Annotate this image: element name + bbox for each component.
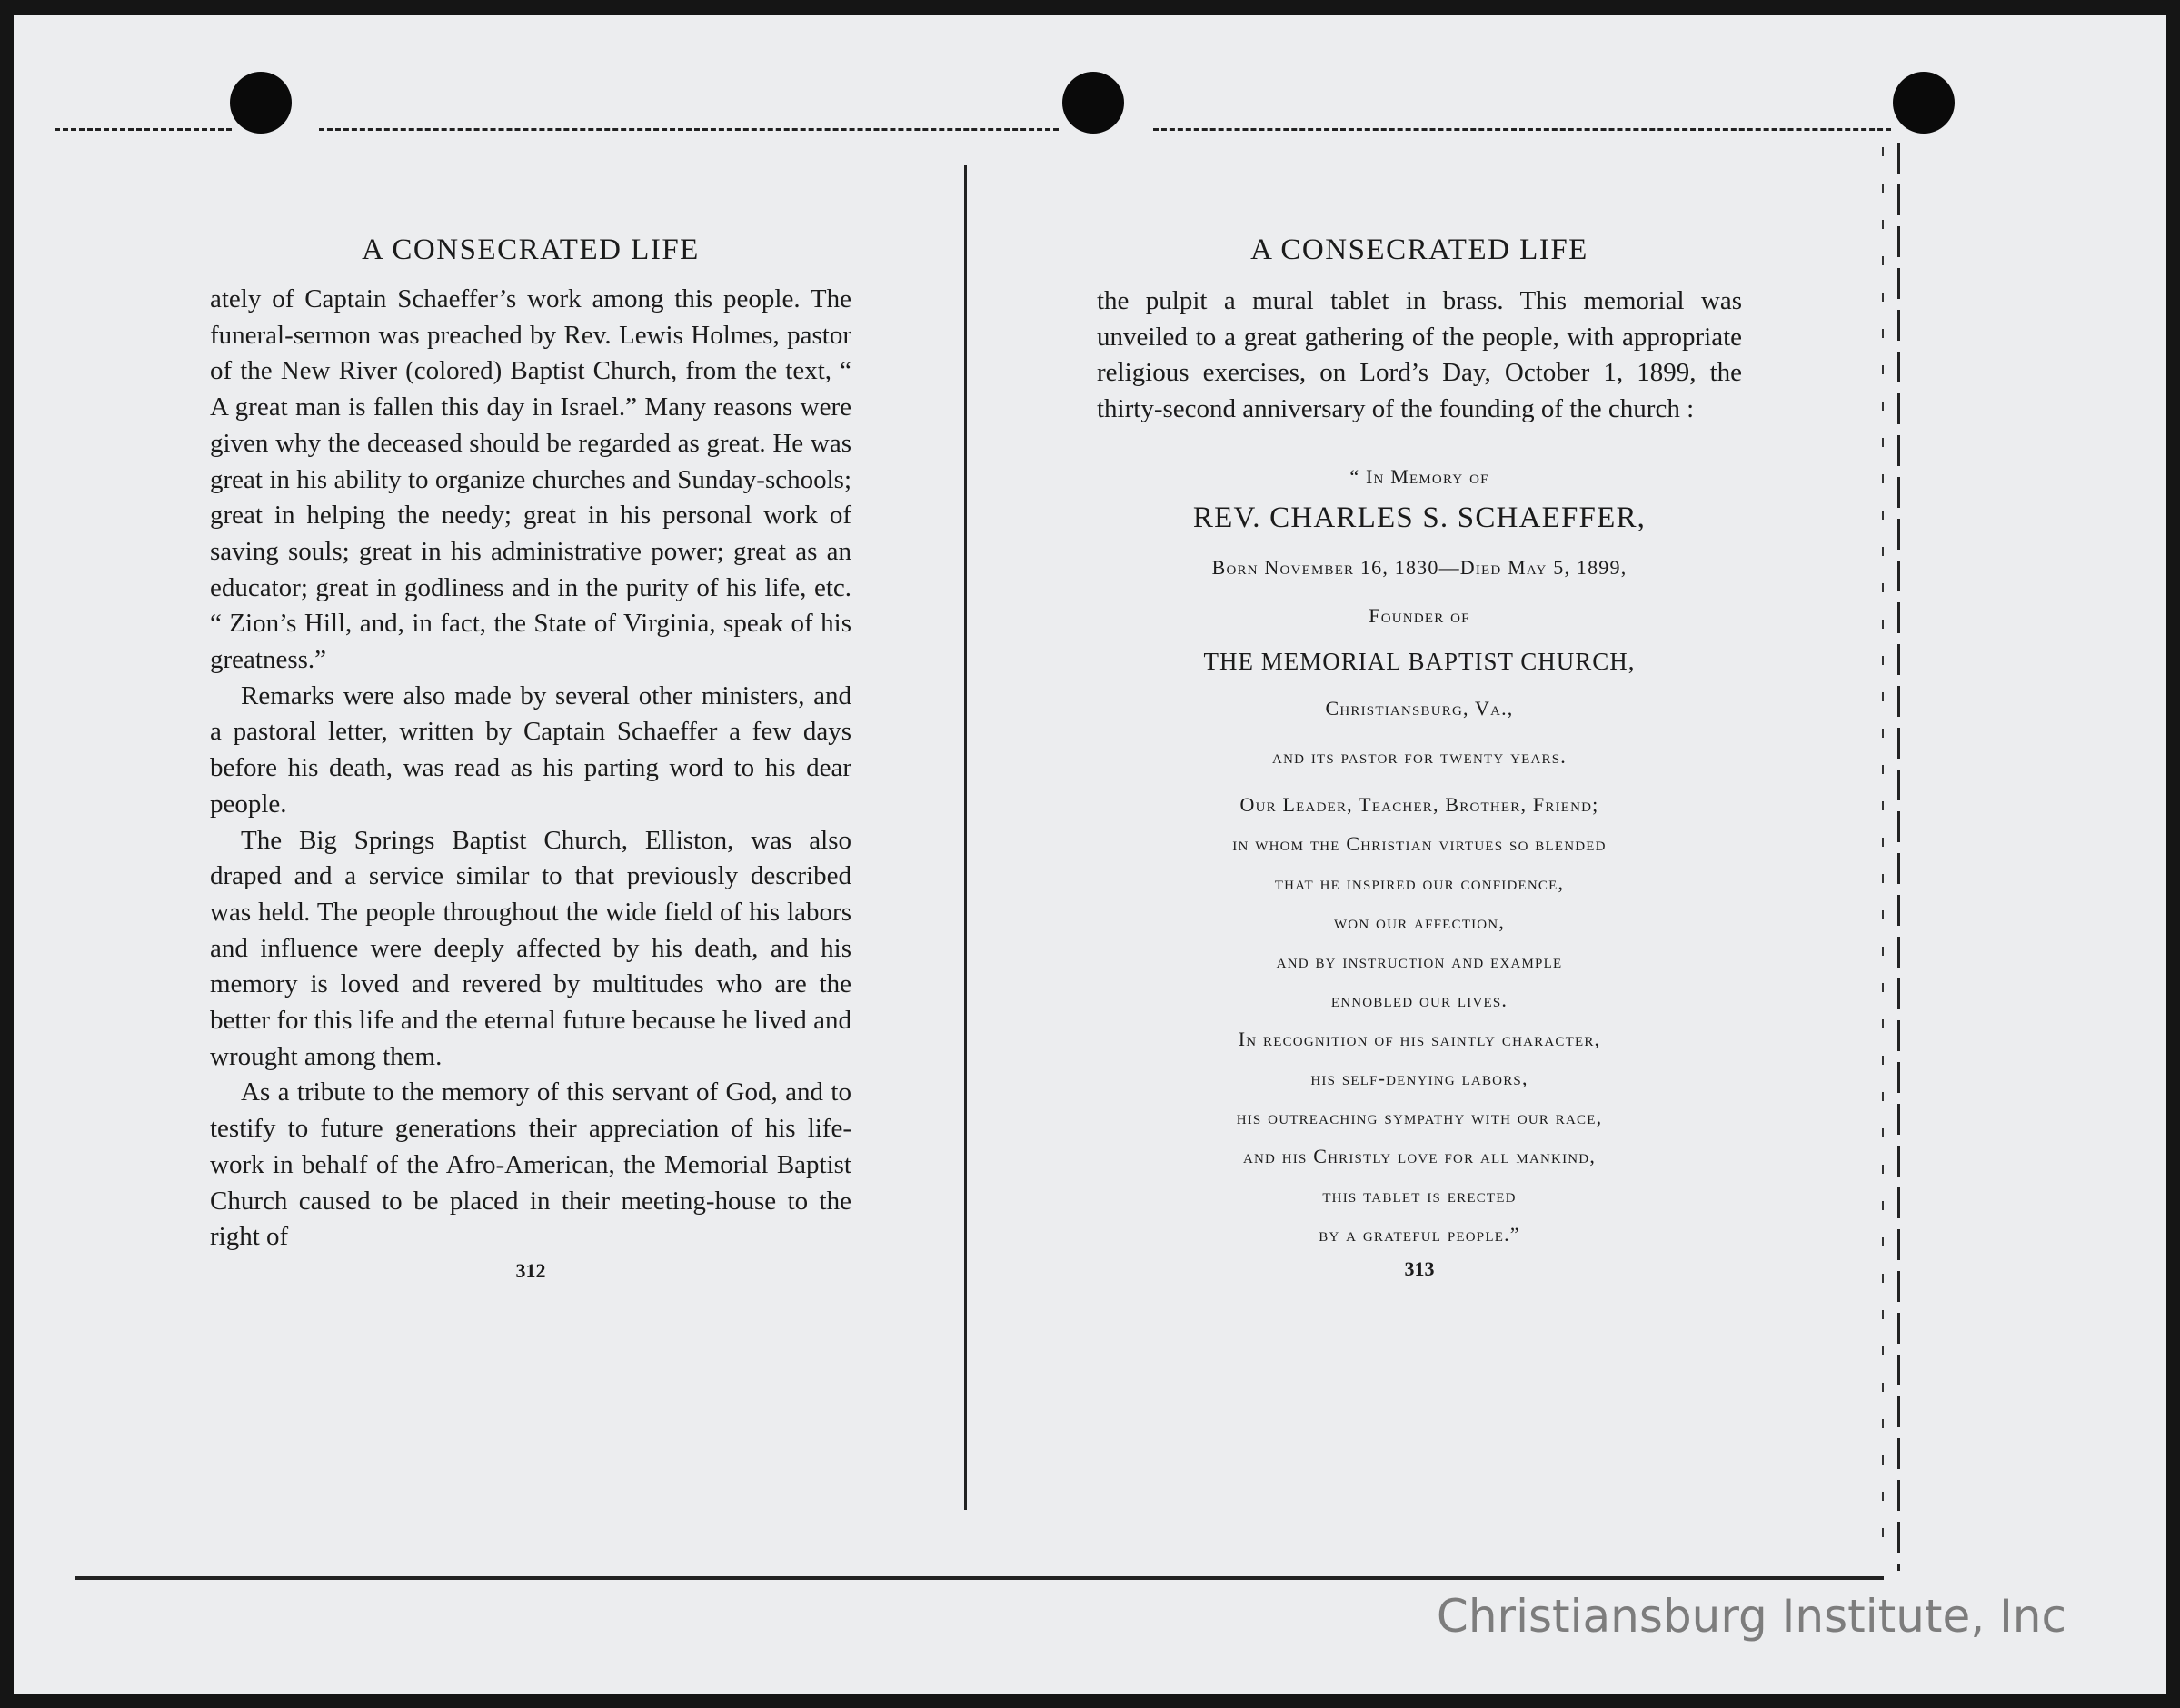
bottom-rule (75, 1576, 1884, 1580)
paragraph: The Big Springs Baptist Church, Elliston, was also draped and a service similar to that previously described was held. The people throughout the wide field of his labors and influence were deeply affected by his death, and his memory is loved and revered by multitudes who are the better for this life and the eternal future because he lived and wrought among them. (210, 825, 851, 1071)
tablet-line: ennobled our lives. (1330, 988, 1508, 1011)
tablet-line: and his Christly love for all mankind, (1242, 1144, 1597, 1167)
tablet-place: Christiansburg, Va., (1325, 696, 1514, 720)
right-page (1097, 233, 1742, 1281)
tablet-line: his outreaching sympathy with our race, (1236, 1105, 1603, 1128)
tablet-church: THE MEMORIAL BAPTIST CHURCH, (1203, 647, 1636, 675)
gutter-rule (964, 165, 967, 1510)
tablet-dates: Born November 16, 1830—Died May 5, 1899, (1211, 555, 1628, 579)
tablet-line: his self-denying labors, (1310, 1066, 1528, 1089)
running-head: A CONSECRATED LIFE (1250, 233, 1588, 266)
tablet-founder-of: Founder of (1369, 603, 1470, 627)
page-edge (1897, 143, 1900, 1571)
page-edge (1882, 147, 1884, 1564)
tablet-line: won our affection, (1333, 909, 1506, 933)
paragraph: the pulpit a mural tablet in brass. This memorial was unveiled to a great gathering of the people, with appropriate religious exercises, on Lord’s Day, October 1, 1899, the thirty-second anniversary of the founding of the church : (1097, 286, 1742, 424)
tablet-line: in whom the Christian virtues so blended (1232, 831, 1607, 855)
tablet-line: In recognition of his saintly character, (1238, 1027, 1601, 1050)
running-head: A CONSECRATED LIFE (362, 233, 700, 266)
paragraph: As a tribute to the memory of this servant of God, and to testify to future generations their appreciation of his life-work in behalf of the Afro-American, the Memorial Baptist Church caused to be placed in their meeting-house to the right of (210, 1077, 851, 1252)
tablet-pastor: and its pastor for twenty years. (1272, 744, 1567, 768)
top-rule (1153, 128, 1891, 131)
punch-hole (230, 72, 292, 134)
top-rule (55, 128, 232, 131)
tablet-name: REV. CHARLES S. SCHAEFFER, (1192, 501, 1647, 534)
punch-hole (1893, 72, 1955, 134)
tablet-in-memory: “ In Memory of (1349, 464, 1489, 488)
memorial-tablet-inscription (1097, 457, 1742, 1254)
tablet-line: Our Leader, Teacher, Brother, Friend; (1239, 792, 1599, 816)
paragraph: Remarks were also made by several other ministers, and a pastoral letter, written by Captain Schaeffer a few days before his death, was read as his parting word to his dear people. (210, 680, 851, 819)
watermark-text: Christiansburg Institute, Inc (1436, 1590, 2066, 1643)
page-number: 313 (1404, 1256, 1435, 1280)
tablet-line: this tablet is erected (1322, 1183, 1517, 1207)
page-number: 312 (515, 1258, 546, 1282)
top-rule (319, 128, 1059, 131)
tablet-line: that he inspired our confidence, (1274, 870, 1565, 894)
left-page (210, 233, 851, 1283)
scanned-sheet (14, 15, 2166, 1694)
punch-hole (1062, 72, 1124, 134)
tablet-line: and by instruction and example (1276, 948, 1563, 972)
tablet-line: by a grateful people.” (1319, 1222, 1520, 1246)
paragraph: ately of Captain Schaeffer’s work among this people. The funeral-sermon was preached by Rev. Lewis Holmes, pastor of the New River (colored) Baptist Church, from the text, “ A great man is fallen this day in Israel.” Many reasons were given why the deceased should be regarded as great. He was great in his ability to organize churches and Sunday-schools; great in helping the needy; great in his personal work of saving souls; great in his administrative power; great as an educator; great in godliness and in the purity of his life, etc. “ Zion’s Hill, and, in fact, the State of Virginia, speak of his greatness.” (210, 284, 851, 675)
